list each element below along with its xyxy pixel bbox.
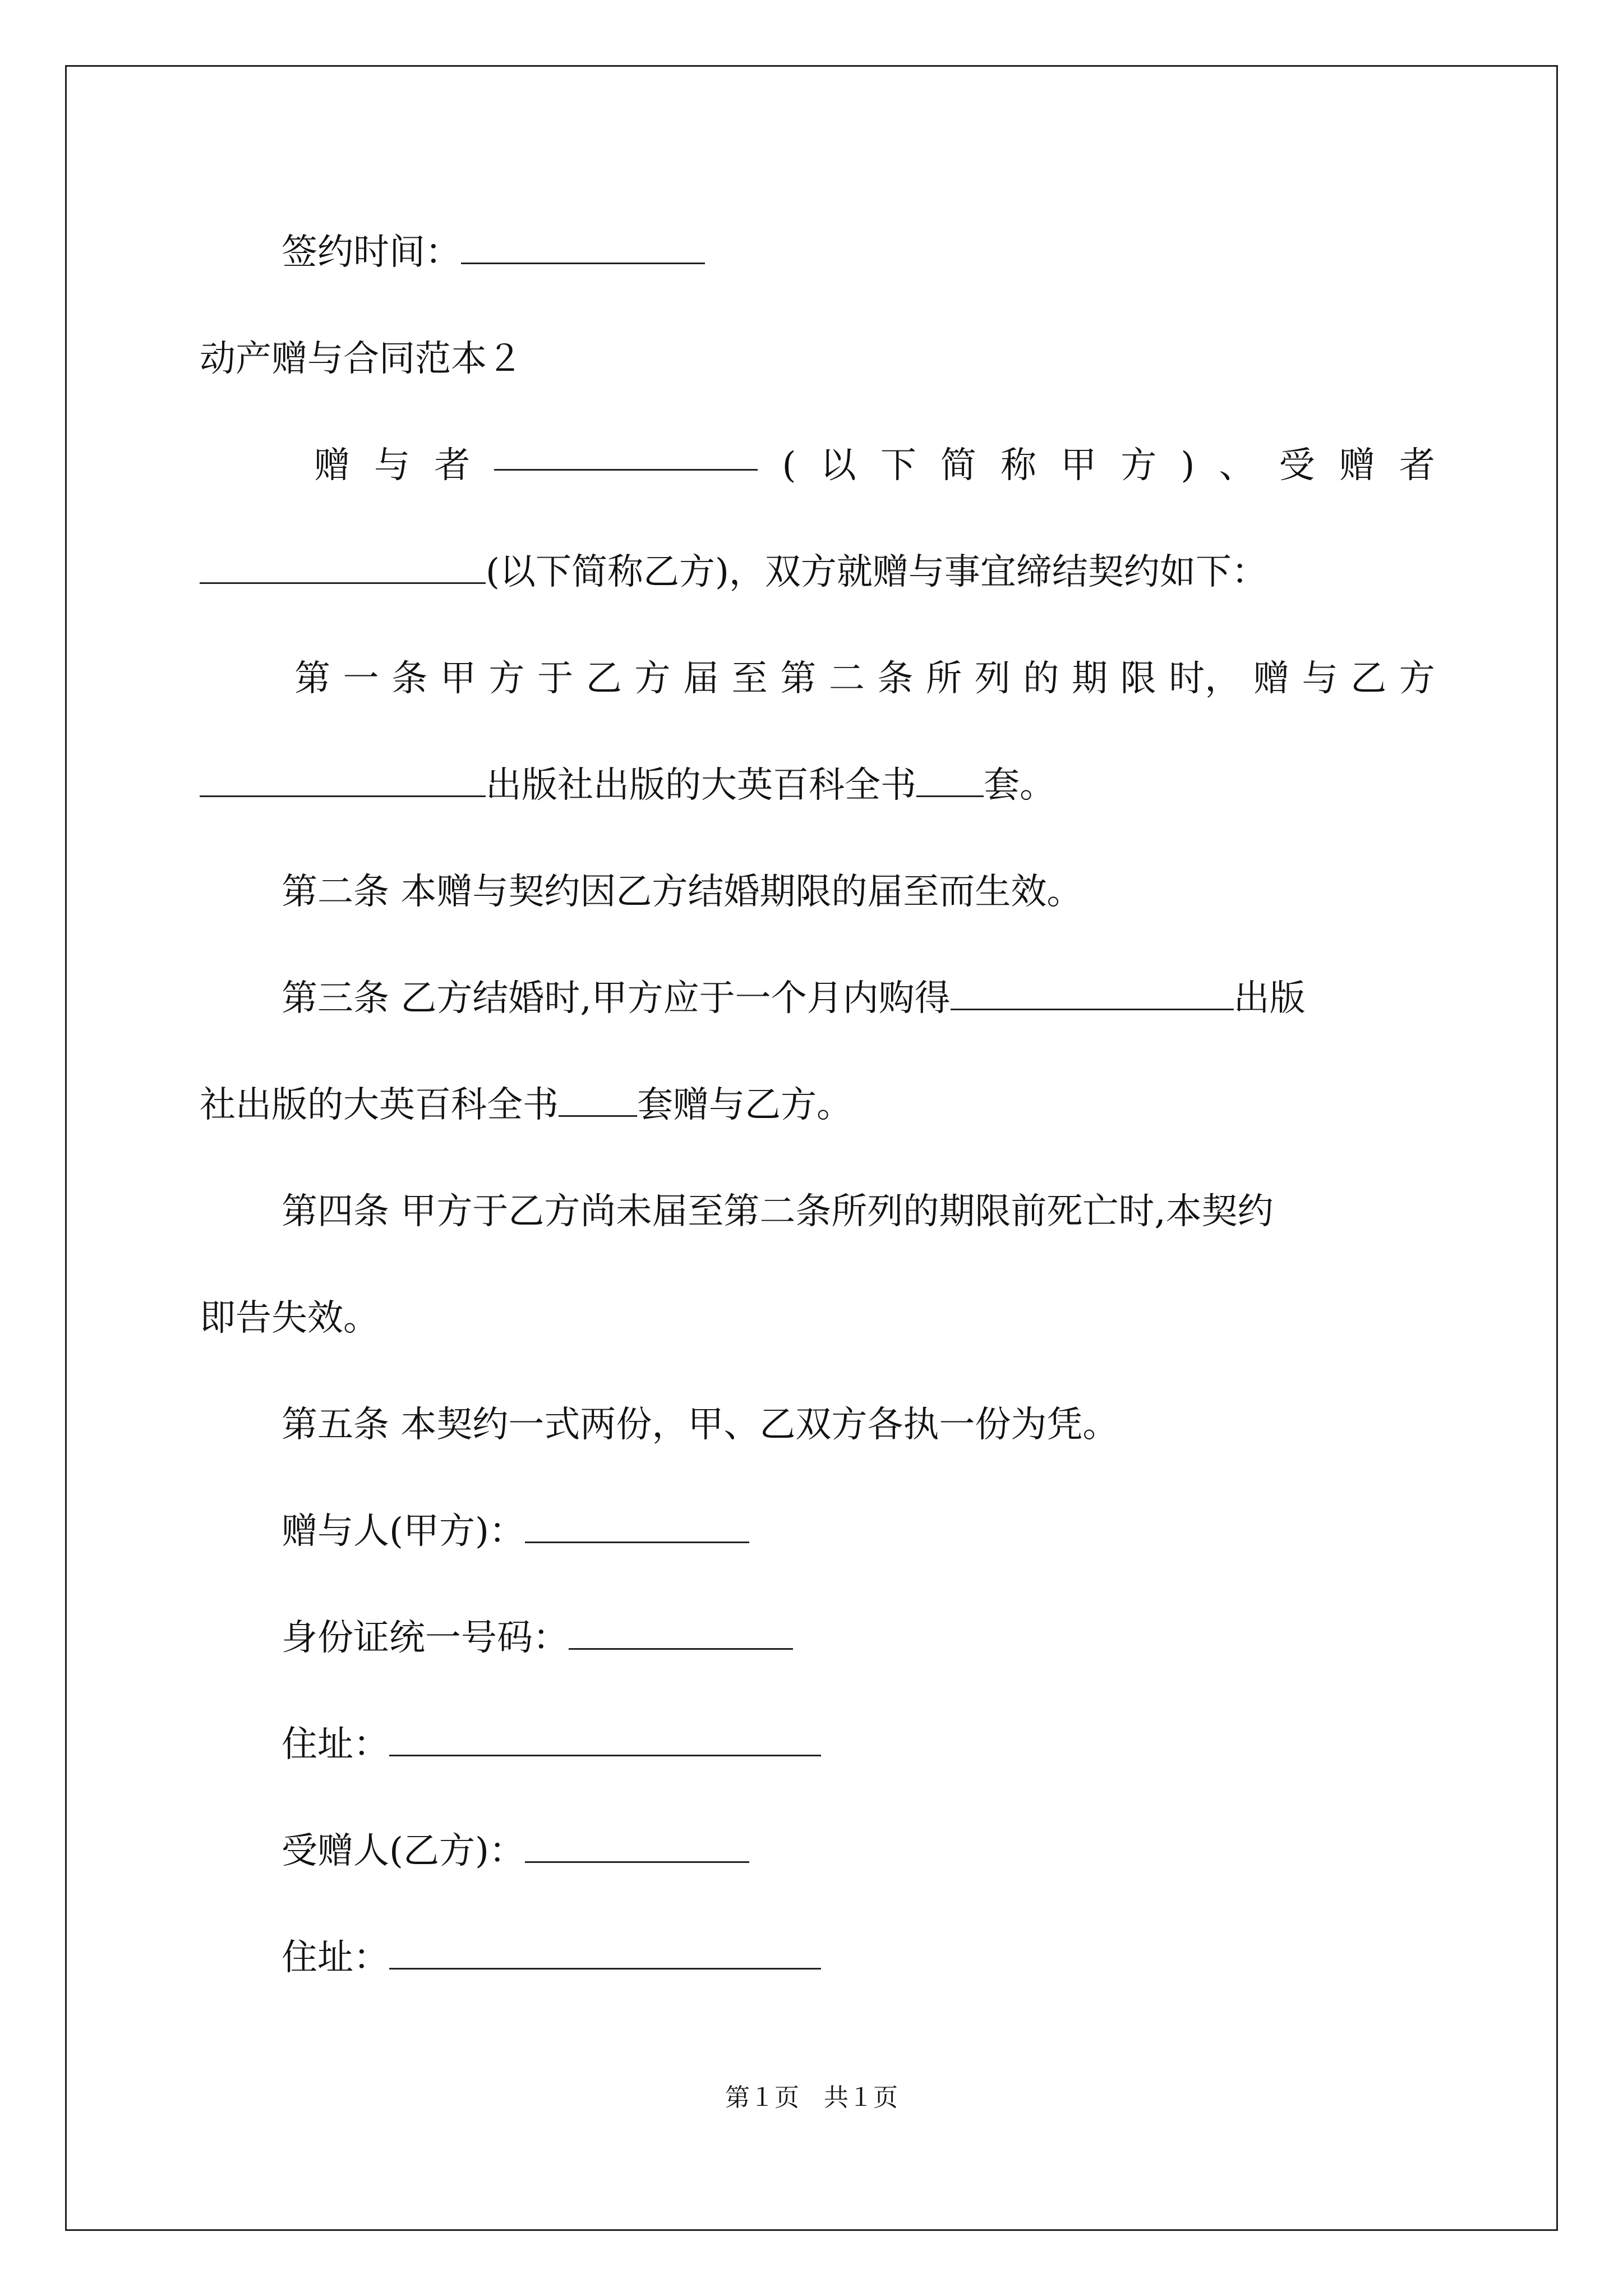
address-line-1 <box>282 1717 1435 1773</box>
article1-line2-text: 出版社出版的大英百科全书 <box>486 765 916 806</box>
donee-signature-blank[interactable] <box>525 1830 749 1863</box>
para1-line1 <box>314 438 1435 494</box>
contract-title: 动产赠与合同范本２ <box>200 338 523 380</box>
article2: 第二条 本赠与契约因乙方结婚期限的届至而生效。 <box>282 871 1083 913</box>
article1-line1 <box>294 651 1435 707</box>
article1-char: 的 <box>1023 658 1059 700</box>
article1-char: 甲 <box>440 658 476 700</box>
article1-char: 条 <box>391 658 428 700</box>
article3-line2-text: 社出版的大英百科全书 <box>200 1084 559 1126</box>
article1-char: 二 <box>828 658 865 700</box>
article1-char: 第 <box>780 658 817 700</box>
id-number-blank[interactable] <box>569 1617 793 1650</box>
para1-char: 简 <box>940 445 976 486</box>
article1-char: 期 <box>1072 658 1108 700</box>
address-line-2 <box>282 1930 1435 1986</box>
para1-line2 <box>200 544 1435 600</box>
para1-char: 甲 <box>1061 445 1097 486</box>
article1-char: 乙 <box>585 658 622 700</box>
article1-char: 方 <box>1399 658 1435 700</box>
publisher-blank-2[interactable] <box>951 977 1234 1010</box>
article1-char: 与 <box>1302 658 1338 700</box>
sets-blank-2[interactable] <box>559 1084 637 1117</box>
para1-char: 者 <box>434 445 471 486</box>
id-line <box>282 1610 1435 1666</box>
article1-char: 于 <box>537 658 574 700</box>
signing-time-label: 签约时间： <box>282 232 461 273</box>
para1-char: 下 <box>880 445 916 486</box>
article1-char: 限 <box>1120 658 1156 700</box>
article4-line1: 第四条 甲方于乙方尚未届至第二条所列的期限前死亡时,本契约 <box>282 1191 1274 1232</box>
article1-char: 乙 <box>1350 658 1387 700</box>
article3-line2-tail: 套赠与乙方。 <box>637 1084 852 1126</box>
article1-char: 至 <box>731 658 768 700</box>
sets-blank-1[interactable] <box>916 764 984 797</box>
page-border <box>65 65 1558 2231</box>
donee-name-blank[interactable] <box>200 551 486 584</box>
article3-line2 <box>200 1077 1435 1133</box>
page-number: 第１页 共１页 <box>725 2083 898 2112</box>
para1-char: ( <box>782 445 796 486</box>
donor-signature-blank[interactable] <box>525 1510 749 1543</box>
article5: 第五条 本契约一式两份，甲、乙双方各执一份为凭。 <box>282 1404 1119 1446</box>
para1-char: 受 <box>1279 445 1315 486</box>
para1-char: 以 <box>820 445 856 486</box>
para1-char: 与 <box>374 445 411 486</box>
article1-char: 届 <box>683 658 719 700</box>
para1-char: ) <box>1181 445 1195 486</box>
para1-char: 方 <box>1121 445 1157 486</box>
address-blank-1[interactable] <box>389 1723 821 1756</box>
donor-name-blank[interactable] <box>494 438 758 471</box>
article1-line2 <box>200 757 1435 813</box>
signing-time-line <box>282 224 1435 280</box>
article1-char: 第 <box>294 658 330 700</box>
article1-char: 列 <box>974 658 1011 700</box>
donee-label: 受赠人(乙方)： <box>282 1830 525 1872</box>
address-label-2: 住址： <box>282 1937 389 1978</box>
article1-char: 条 <box>877 658 914 700</box>
article1-char: 方 <box>488 658 525 700</box>
article1-char: 时， <box>1169 658 1241 700</box>
article3-line1 <box>282 970 1435 1027</box>
article1-line2-tail: 套。 <box>984 765 1055 806</box>
address-blank-2[interactable] <box>389 1936 821 1970</box>
para1-char: 赠 <box>1339 445 1375 486</box>
article1-char: 方 <box>634 658 671 700</box>
donor-line <box>282 1503 1435 1559</box>
article1-char: 所 <box>926 658 962 700</box>
para1-char: 称 <box>1000 445 1036 486</box>
article1-char: 一 <box>343 658 379 700</box>
donee-line <box>282 1823 1435 1879</box>
para1-char: 、 <box>1219 445 1255 486</box>
donor-label: 赠与人(甲方)： <box>282 1511 525 1552</box>
para1-line2-text: (以下简称乙方)，双方就赠与事宜缔结契约如下： <box>486 551 1267 593</box>
article3-line1-tail: 出版 <box>1233 978 1306 1019</box>
signing-time-blank[interactable] <box>461 231 705 264</box>
article1-char: 赠 <box>1253 658 1289 700</box>
article4-line2: 即告失效。 <box>200 1297 379 1339</box>
id-label: 身份证统一号码： <box>282 1617 569 1659</box>
para1-char: 者 <box>1399 445 1435 486</box>
publisher-blank-1[interactable] <box>200 764 486 797</box>
para1-char: 赠 <box>314 445 350 486</box>
address-label-1: 住址： <box>282 1724 389 1765</box>
article3-line1-text: 第三条 乙方结婚时,甲方应于一个月内购得 <box>282 978 951 1019</box>
